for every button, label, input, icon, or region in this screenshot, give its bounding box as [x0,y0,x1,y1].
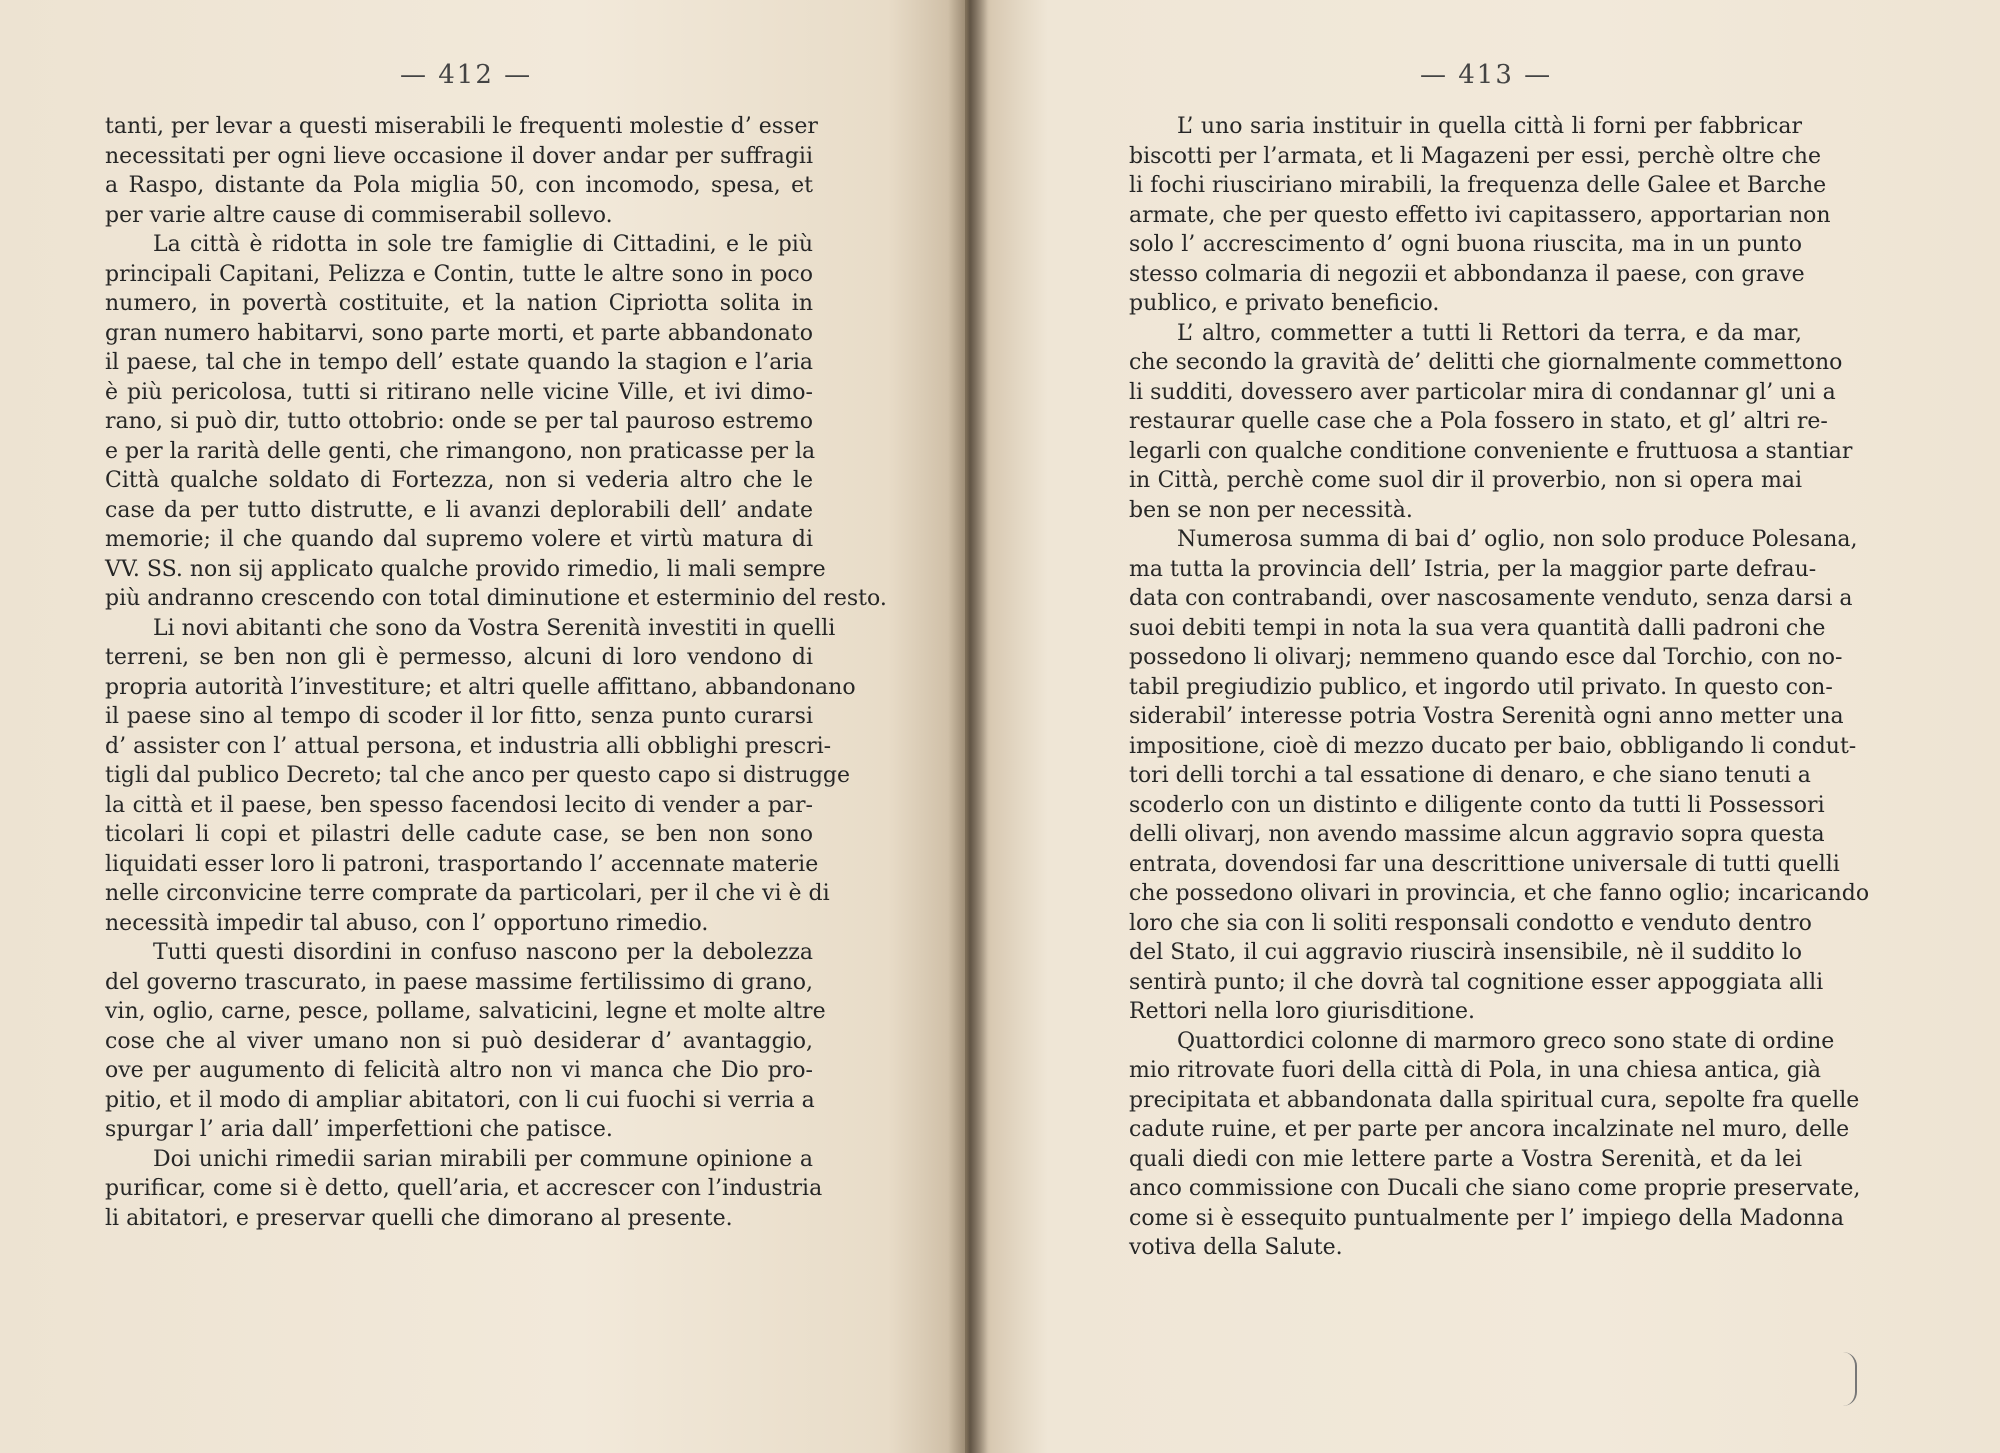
text-line: purificar, come si è detto, quell’aria, et accrescer con l’industria [105,1176,823,1201]
text-line: nelle circonvicine terre comprate da particolari, per il che vi è di [105,881,830,906]
text-line: del governo trascurato, in paese massime fertilissimo di grano, [105,969,813,995]
text-line: cose che al viver umano non si può desiderar d’ avantaggio, [105,1028,813,1054]
text-line: Doi unichi rimedii sarian mirabili per commune opinione a [153,1146,813,1172]
text-line: più andranno crescendo con total diminutione et esterminio del resto. [105,586,887,611]
text-line: li fochi riusciriano mirabili, la frequenza delle Galee et Barche [1129,173,1827,198]
text-line: votiva della Salute. [1129,1235,1343,1260]
text-line: il paese sino al tempo di scoder il lor fitto, senza punto curarsi [105,704,813,729]
text-line: Numerosa summa di bai d’ oglio, non solo produce Polesana, [1177,527,1858,552]
text-line: L’ uno saria instituir in quella città li forni per fabbricar [1177,114,1802,139]
text-line: sentirà punto; il che dovrà tal cognitione esser appoggiata alli [1129,969,1824,995]
text-line: come si è essequito puntualmente per l’ impiego della Madonna [1129,1205,1844,1231]
text-line: Quattordici colonne di marmoro greco sono state di ordine [1177,1028,1835,1054]
text-line: case da per tutto distrutte, e li avanzi deplorabili dell’ andate [105,497,813,523]
book-gutter [948,0,988,1453]
pencil-mark [1843,1352,1857,1406]
text-line: ticolari li copi et pilastri delle cadute case, se ben non sono [105,822,813,847]
text-line: ben se non per necessità. [1129,497,1413,523]
text-line: Città qualche soldato di Fortezza, non si vederia altro che le [105,468,813,493]
text-line: VV. SS. non sij applicato qualche provido rimedio, li mali sempre [105,556,826,582]
text-line: la città et il paese, ben spesso facendosi lecito di vender a par- [105,792,813,818]
text-line: Rettori nella loro giurisditione. [1129,999,1476,1024]
text-line: tigli dal publico Decreto; tal che anco per questo capo si distrugge [105,763,851,788]
text-line: tori delli torchi a tal essatione di denaro, e che siano tenuti a [1129,763,1811,788]
page-text [1129,112,1870,1263]
text-line: terreni, se ben non gli è permesso, alcuni di loro vendono di [105,645,813,670]
text-line: memorie; il che quando dal supremo volere et virtù matura di [105,527,813,552]
text-line: tanti, per levar a questi miserabili le frequenti molestie d’ esser [105,114,818,139]
text-line: delli olivarj, non avendo massime alcun aggravio sopra questa [1129,822,1825,847]
page-number: — 413 — [1420,60,1553,90]
text-line: ove per augumento di felicità altro non vi manca che Dio pro- [105,1058,813,1083]
text-line: spurgar l’ aria dall’ imperfettioni che patisce. [105,1117,613,1142]
text-line: e per la rarità delle genti, che rimangono, non praticasse per la [105,438,816,464]
text-line: biscotti per l’armata, et li Magazeni per essi, perchè oltre che [1129,143,1821,169]
right-page [965,0,2000,1453]
text-line: principali Capitani, Pelizza e Contin, tutte le altre sono in poco [105,261,813,287]
text-line: stesso colmaria di negozii et abbondanza il paese, con grave [1129,261,1805,287]
text-line: cadute ruine, et per parte per ancora incalzinate nel muro, delle [1129,1117,1850,1142]
text-line: che secondo la gravità de’ delitti che giornalmente commettono [1129,350,1843,375]
text-line: scoderlo con un distinto e diligente conto da tutti li Possessori [1129,792,1825,818]
text-line: armate, che per questo effetto ivi capitassero, apportarian non [1129,202,1831,228]
text-line: che possedono olivari in provincia, et che fanno oglio; incaricando [1129,881,1870,906]
text-line: per varie altre cause di commiserabil sollevo. [105,202,613,228]
text-line: numero, in povertà costituite, et la nation Cipriotta solita in [105,291,813,316]
text-line: li sudditi, dovessero aver particolar mira di condannar gl’ uni a [1129,379,1836,405]
text-line: solo l’ accrescimento d’ ogni buona riuscita, ma in un punto [1129,232,1802,257]
text-line: pitio, et il modo di ampliar abitatori, con li cui fuochi si verria a [105,1087,815,1113]
text-line: quali diedi con mie lettere parte a Vostra Serenità, et da lei [1129,1146,1802,1172]
text-line: possedono li olivarj; nemmeno quando esce dal Torchio, con no- [1129,645,1843,670]
text-line: il paese, tal che in tempo dell’ estate quando la stagion e l’aria [105,350,813,375]
page-number: — 412 — [400,60,533,90]
text-line: tabil pregiudizio publico, et ingordo util privato. In questo con- [1129,674,1833,700]
text-line: a Raspo, distante da Pola miglia 50, con incomodo, spesa, et [105,173,813,198]
text-line: ma tutta la provincia dell’ Istria, per la maggior parte defrau- [1129,556,1817,582]
page-text [105,112,887,1233]
text-line: siderabil’ interesse potria Vostra Serenità ogni anno metter una [1129,704,1844,729]
text-line: entrata, dovendosi far una descrittione universale di tutti quelli [1129,851,1840,877]
text-line: Li novi abitanti che sono da Vostra Serenità investiti in quelli [153,615,836,641]
text-line: anco commissione con Ducali che siano come proprie preservate, [1129,1176,1861,1201]
text-line: rano, si può dir, tutto ottobrio: onde se per tal pauroso estremo [105,409,813,434]
text-line: necessità impedir tal abuso, con l’ opportuno rimedio. [105,910,709,936]
text-line: del Stato, il cui aggravio riuscirà insensibile, nè il suddito lo [1129,940,1802,965]
text-line: publico, e privato beneficio. [1129,291,1440,316]
text-line: Tutti questi disordini in confuso nascono per la debolezza [153,940,813,965]
text-line: necessitati per ogni lieve occasione il dover andar per suffragii [105,143,813,169]
text-line: in Città, perchè come suol dir il proverbio, non si opera mai [1129,468,1802,493]
text-line: gran numero habitarvi, sono parte morti, et parte abbandonato [105,320,813,346]
text-line: li abitatori, e preservar quelli che dimorano al presente. [105,1205,733,1231]
text-line: suoi debiti tempi in nota la sua vera quantità dalli padroni che [1129,615,1826,641]
text-line: liquidati esser loro li patroni, trasportando l’ accennate materie [105,851,819,877]
left-page [0,0,965,1453]
text-line: data con contrabandi, over nascosamente venduto, senza darsi a [1129,586,1853,611]
text-line: propria autorità l’investiture; et altri quelle affittano, abbandonano [105,674,856,700]
text-line: L’ altro, commetter a tutti li Rettori da terra, e da mar, [1177,320,1802,346]
text-line: mio ritrovate fuori della città di Pola, in una chiesa antica, già [1129,1058,1822,1083]
text-line: legarli con qualche conditione conveniente e fruttuosa a stantiar [1129,438,1853,464]
text-line: precipitata et abbandonata dalla spiritual cura, sepolte fra quelle [1129,1087,1860,1113]
text-line: d’ assister con l’ attual persona, et industria alli obblighi prescri- [105,733,832,759]
text-line: è più pericolosa, tutti si ritirano nelle vicine Ville, et ivi dimo- [105,379,813,405]
text-line: La città è ridotta in sole tre famiglie di Cittadini, e le più [153,232,813,257]
text-line: loro che sia con li soliti responsali condotto e venduto dentro [1129,910,1812,936]
text-line: vin, oglio, carne, pesce, pollame, salvaticini, legne et molte altre [105,999,826,1024]
text-line: restaurar quelle case che a Pola fossero in stato, et gl’ altri re- [1129,409,1828,434]
text-line: impositione, cioè di mezzo ducato per baio, obbligando li condut- [1129,733,1857,759]
